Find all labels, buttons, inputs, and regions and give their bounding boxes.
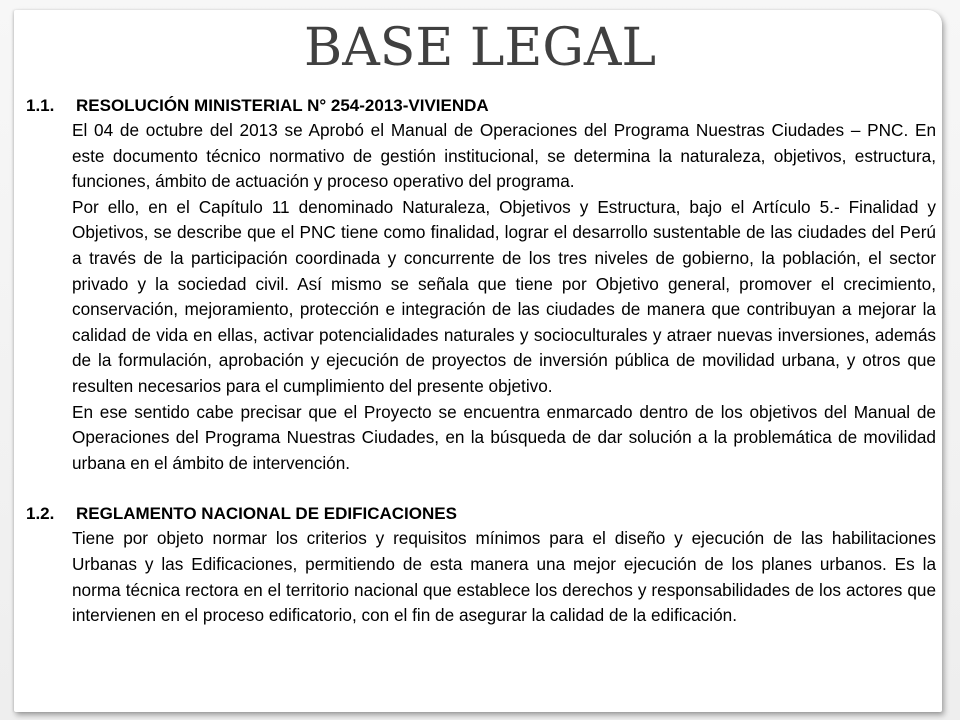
paragraph: El 04 de octubre del 2013 se Aprobó el Manual de Operaciones del Programa Nuestras Ciudades – PNC. En este documento técnico normativo de gestión institucional, se determina la naturaleza, objetivos, estructura, funciones, ámbito de actuación y proceso operativo del programa. — [72, 120, 936, 192]
section-heading-1-2 — [26, 502, 936, 526]
slide-content — [26, 94, 936, 629]
section-number: 1.2. — [26, 504, 55, 524]
paragraph: Por ello, en el Capítulo 11 denominado Naturaleza, Objetivos y Estructura, bajo el Artículo 5.- Finalidad y Objetivos, se describe que el PNC tiene como finalidad, lograr el desarrollo sustentable de las ciudades del Perú a través de la participación coordinada y concurrente de los tres niveles de gobierno, la población, el sector privado y la sociedad civil. Así mismo se señala que tiene por Objetivo general, promover el crecimiento, conservación, mejoramiento, protección e integración de las ciudades de manera que contribuyan a mejorar la calidad de vida en ellas, activar potencialidades naturales y socioculturales y atraer nuevas inversiones, además de la formulación, aprobación y ejecución de proyectos de inversión pública de movilidad urbana, y otros que resulten necesarios para el cumplimiento del presente objetivo. — [72, 196, 936, 396]
section-title: REGLAMENTO NACIONAL DE EDIFICACIONES — [76, 504, 457, 524]
section-heading-1-1 — [26, 94, 936, 118]
section-spacer — [26, 476, 936, 502]
slide-title: BASE LEGAL — [304, 18, 656, 78]
paragraph: En ese sentido cabe precisar que el Proyecto se encuentra enmarcado dentro de los objetivos del Manual de Operaciones del Programa Nuestras Ciudades, en la búsqueda de dar solución a la problemática de movilidad urbana en el ámbito de intervención. — [72, 401, 936, 473]
section-number: 1.1. — [26, 96, 55, 115]
section-title: RESOLUCIÓN MINISTERIAL N° 254-2013-VIVIENDA — [76, 96, 489, 115]
paragraph: Tiene por objeto normar los criterios y requisitos mínimos para el diseño y ejecución de las habilitaciones Urbanas y las Edificaciones, permitiendo de esta manera una mejor ejecución de los planes urbanos. Es la norma técnica rectora en el territorio nacional que establece los derechos y responsabilidades de los actores que intervienen en el proceso edificatorio, con el fin de asegurar la calidad de la edificación. — [72, 528, 936, 626]
